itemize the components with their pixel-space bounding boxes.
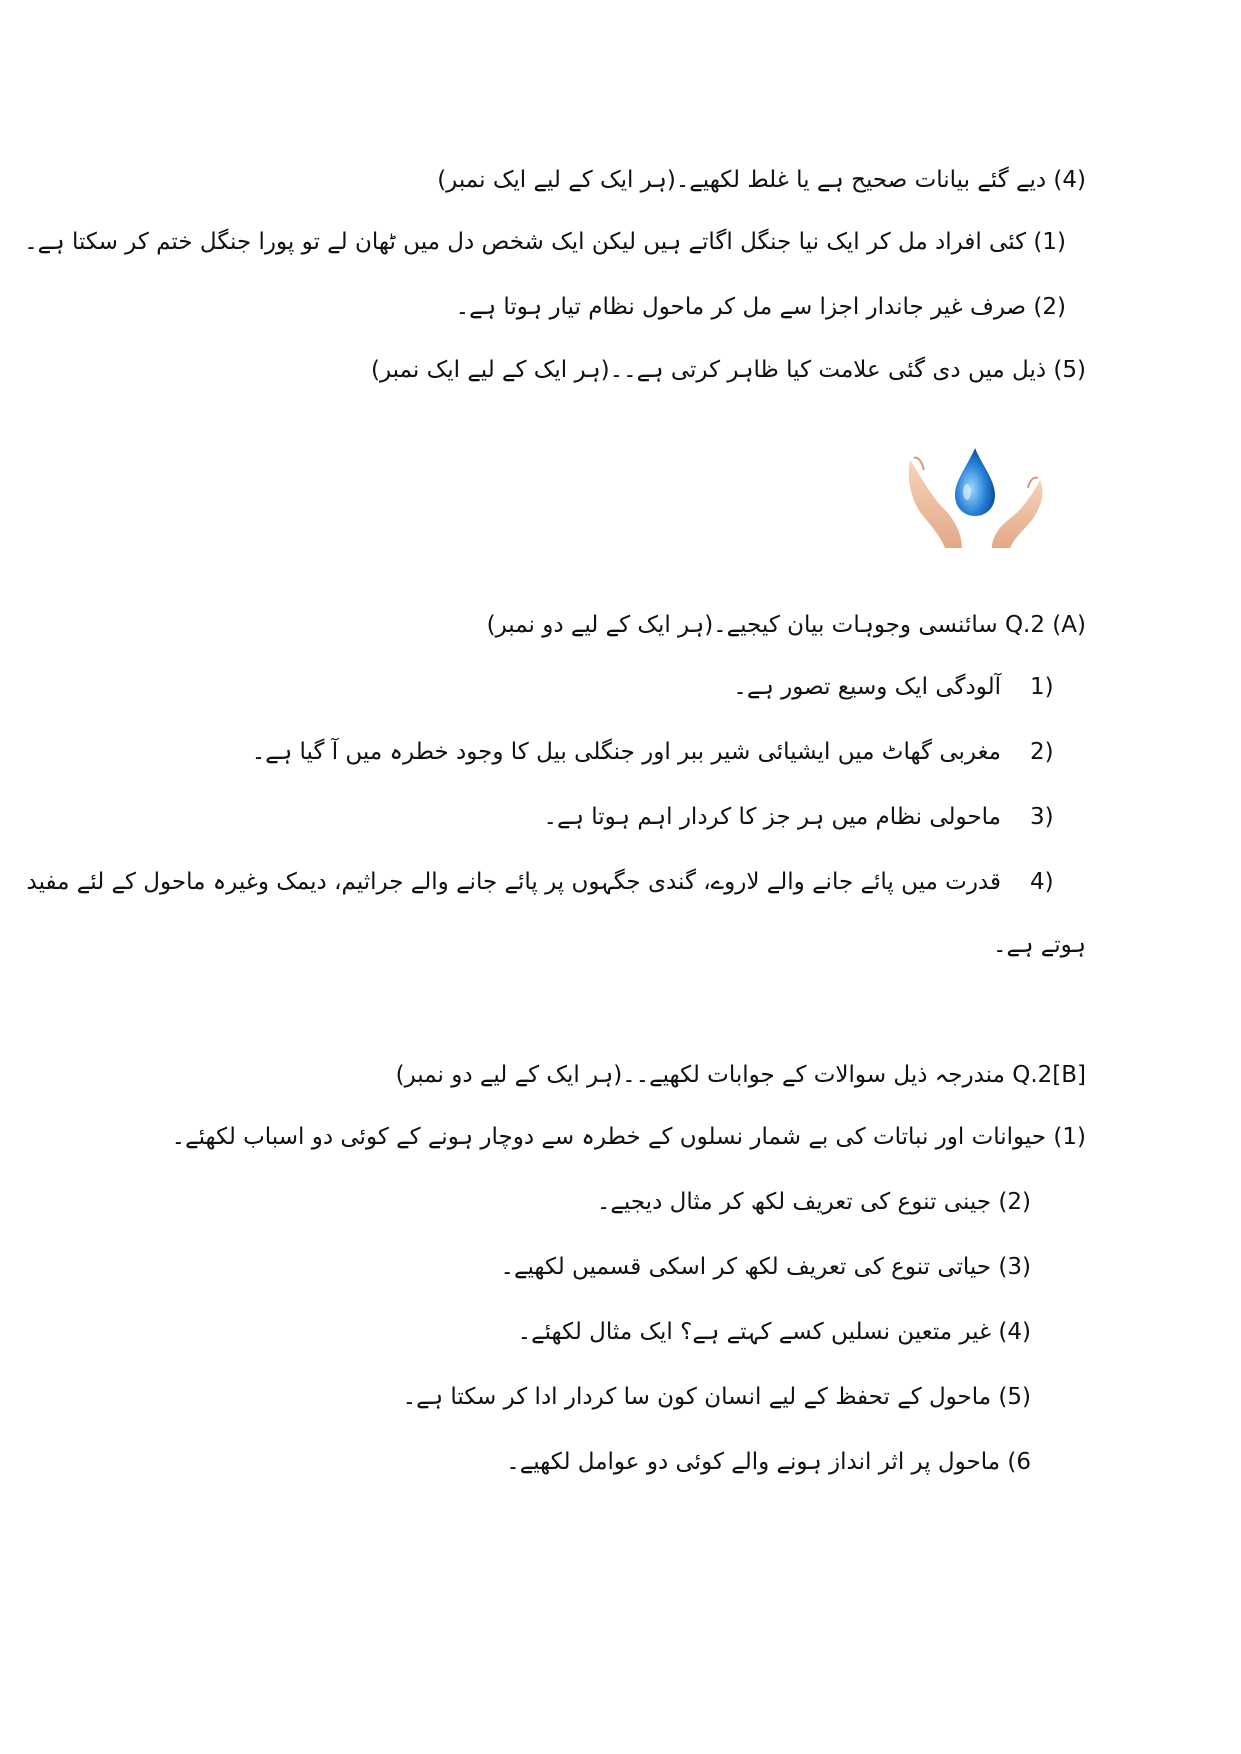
q4-heading: (4) دیے گئے بیانات صحیح ہے یا غلط لکھیے۔(ہر ایک کے لیے ایک نمبر) <box>437 167 1086 193</box>
q5-heading: (5) ذیل میں دی گئی علامت کیا ظاہر کرتی ہے۔۔(ہر ایک کے لیے ایک نمبر) <box>371 357 1086 383</box>
q2a-item-2-text: مغربی گھاٹ میں ایشیائی شیر ببر اور جنگلی بیل کا وجود خطرہ میں آ گیا ہے۔ <box>251 739 1001 765</box>
q2a-item-3-text: ماحولی نظام میں ہر جز کا کردار اہم ہوتا ہے۔ <box>543 804 1001 830</box>
q2a-item-4-text: قدرت میں پائے جانے والے لاروے، گندی جگہوں پر پائے جانے والے جراثیم، دیمک وغیرہ ماحول کے لئے مفید <box>26 869 1001 895</box>
q2b-item-5: (5) ماحول کے تحفظ کے لیے انسان کون سا کردار ادا کر سکتا ہے۔ <box>402 1384 1031 1410</box>
hands-water-drop-icon <box>900 440 1050 550</box>
q2b-item-4: (4) غیر متعین نسلیں کسے کہتے ہے؟ ایک مثال لکھئے۔ <box>517 1319 1031 1345</box>
q2a-item-1-text: آلودگی ایک وسیع تصور ہے۔ <box>733 674 1001 700</box>
q2a-item-3-number: 3) <box>1030 804 1054 830</box>
q2b-item-3: (3) حیاتی تنوع کی تعریف لکھ کر اسکی قسمیں لکھیے۔ <box>500 1254 1031 1280</box>
q4-item-1: (1) کئی افراد مل کر ایک نیا جنگل اگاتے ہیں لیکن ایک شخص دل میں ٹھان لے تو پورا جنگل ختم کر سکتا ہے۔ <box>24 229 1066 255</box>
q2a-item-1-number: 1) <box>1030 674 1054 700</box>
q2b-item-2: (2) جینی تنوع کی تعریف لکھ کر مثال دیجیے۔ <box>596 1189 1031 1215</box>
q2a-item-4-continuation: ہوتے ہے۔ <box>993 932 1086 958</box>
q2a-heading: Q.2 (A) سائنسی وجوہات بیان کیجیے۔(ہر ایک کے لیے دو نمبر) <box>486 612 1086 638</box>
q2b-item-1: (1) حیوانات اور نباتات کی بے شمار نسلوں کے خطرہ سے دوچار ہونے کے کوئی دو اسباب لکھئے۔ <box>171 1124 1086 1150</box>
q2b-item-6: 6) ماحول پر اثر انداز ہونے والے کوئی دو عوامل لکھیے۔ <box>506 1449 1031 1475</box>
q2a-item-2-number: 2) <box>1030 739 1054 765</box>
q2b-heading: Q.2[B] مندرجہ ذیل سوالات کے جوابات لکھیے۔۔(ہر ایک کے لیے دو نمبر) <box>395 1062 1086 1088</box>
q4-item-2: (2) صرف غیر جاندار اجزا سے مل کر ماحول نظام تیار ہوتا ہے۔ <box>455 294 1066 320</box>
q2a-item-4-number: 4) <box>1030 869 1054 895</box>
